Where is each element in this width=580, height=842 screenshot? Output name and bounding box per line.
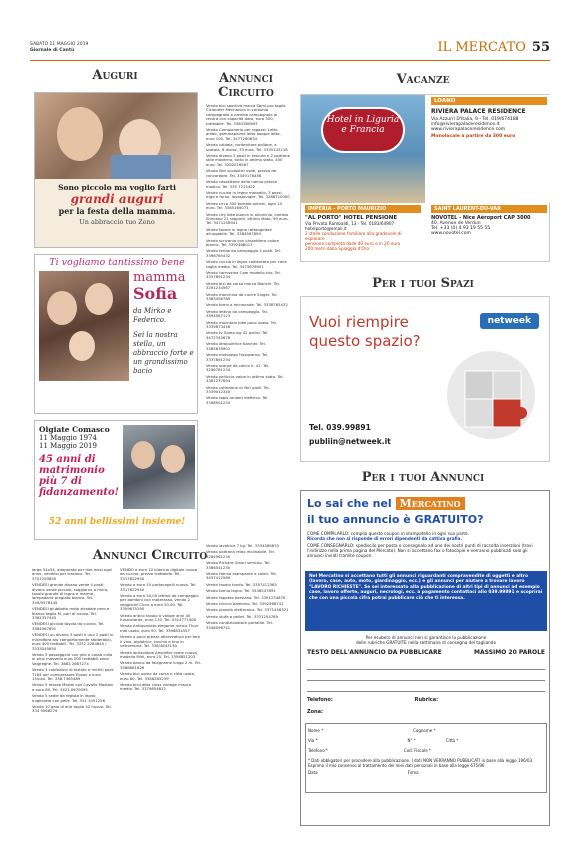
issue-date: SABATO 11 MAGGIO 2019 [30, 42, 89, 47]
telefono-label: Telefono: [307, 697, 333, 703]
coupon-instr1: COME COMPILARLO: compila questo coupon in stampatello in ogni sua parte. [307, 531, 469, 536]
section-title-annunci: Per i tuoi Annunci [361, 470, 485, 485]
mamma-line3: per la festa della mamma. [58, 206, 176, 216]
listing-item: Vendo condizionatore portatile. Tel. 3346598741 [206, 620, 273, 630]
listing-item: Vendo triciclo bambino. Tel. 3392588741 [206, 601, 284, 607]
listing-item: Vendo a euro 10 portacapelli nuova. Tel. 3317822940 [120, 582, 197, 592]
husband-face [131, 441, 155, 469]
listing-item: Vendo scarpe da calcio n. 42. Tel. 3296781234 [206, 362, 270, 373]
listing-item: Vendo pianola elettronica. Tel. 3371456321 [206, 607, 289, 613]
numero-label: N° * [407, 738, 416, 743]
listing-item: Vendo 5 sedie da regista in legno, migliorate con pelle. Tel. 331 3451256 [32, 693, 105, 703]
listing-item: Vendo tappeto persiano. Tel. 3391234876 [206, 594, 286, 600]
netweek-headline: Vuoi riempire questo spazio? [309, 313, 421, 350]
firma-label: Firma [407, 770, 419, 775]
netweek-email: publiin@netweek.it [309, 437, 391, 446]
coupon-form [300, 490, 550, 826]
loano-title: LOANO [431, 97, 547, 105]
listings-middle [206, 104, 290, 544]
listings-bottom-left [32, 568, 114, 824]
listing-item: Vendo bici sportiva marca Semi-pro taglia Cicloutfer Mecnanico in carbonio campagnolo e cambio campagnolo al record con capacità dato, euro 350, trattabile. Tel. 3383360693 [206, 104, 286, 126]
mamma-line1: Sono piccolo ma voglio farti [58, 183, 176, 192]
anniv-date2: 11 Maggio 2019 [39, 442, 97, 450]
couple-photo [123, 425, 195, 509]
imperia-hotel: "AL PORTO" HOTEL PENSIONE [305, 215, 398, 221]
sofia-photo [39, 271, 129, 381]
listing-item: Vendo circa 300 tomate antichi, ogni 10 euro. Tel. 3385165071 [206, 200, 283, 211]
listing-item: Vendo Hanna stampante a colori. Tel. 3457412589 [206, 571, 277, 581]
coupon-instructions [307, 531, 545, 558]
via-label: Via * [308, 738, 318, 743]
listing-item: Vendo Campionario per ragazzi. Letto ambo, gommapiuma letto doppio letto, euro 100. Tel. 3477260634 [206, 127, 281, 141]
listing-item: Vendo tornio legno. Tel. 3336547891 [206, 588, 276, 594]
listing-item: Vendo caldaia, contenitore pallone, a scatola, 6 divise, 33 euro. Tel. 3335143218 [206, 142, 288, 152]
listing-item: Vendo a euro 20,00 lettino da campeggio per bambini con materasso, vendo 2 seggiolini Cicco a euro 20,00. Tel. 3309675290 [120, 593, 199, 612]
ad-mamma-sofia [34, 254, 198, 414]
anniv-place: Olgiate Comasco [39, 425, 110, 434]
listing-item: VENDESI piccola tavola da cucina. Tel. 3384567891 [32, 621, 105, 631]
data-label: Data [308, 770, 318, 775]
listing-item: Vendo lettino da campeggio. Tel. 3394567123 [206, 308, 268, 319]
sofia-name: Sofia [133, 284, 178, 303]
nice-hotel: NOVOTEL - Nice Aéroport CAP 3000 [431, 215, 531, 221]
nice-tel: Tel. +33 (0) 4 93 19 55 55 [431, 226, 491, 231]
listing-item: Vendo bicicletta cross vintage misura media. Tel. 3379854632 [120, 681, 192, 692]
sofia-from: da Mirko e Federico. [133, 307, 172, 324]
mamma-signature: Un abbraccio tuo Zeno [79, 218, 155, 226]
cf-label: Cod. Fiscale * [403, 748, 431, 753]
coupon-title1a: Lo sai che nel [307, 497, 392, 510]
coupon-instr2: Ricorda che non si risponde di errori dipendenti da cattiva grafia. [307, 536, 463, 541]
listing-item: Vendo a poco prezzo attrezzatura per fare il vino, pigiatrice, torchio e tino in vetroresina. Tel. 338/4843139 [120, 634, 201, 649]
listing-item: Vendo Antiquariato elegante marca Thun mai usato, euro 50. Tel. 3396834557 [120, 623, 199, 633]
listing-item: Vendo banco da falegname lungo 2 m. Tel. 3386881826 [120, 660, 201, 670]
listing-item: Vendo carrozzina Cam modello trio. Tel. 3357891234 [206, 270, 282, 280]
disclaimer2: delle rubriche GRATUITE nella settimana di consegna del tagliando [355, 640, 497, 645]
listing-item: Vendo tapis roulant elettrico. Tel. 3398901234 [206, 395, 269, 405]
listing-item: Vendo 3 passeggino con giro e cassa culla in pino massello euro 500 trattabili zona Valgreghe. Tel. 3882 2687274 [32, 651, 113, 666]
telefono2-label: Telefono * [308, 748, 328, 753]
section-title-annunci-circuito: Annunci Circuito [218, 71, 274, 100]
listing-item: Vendo bici da corsa marca Bianchi. Tel. 3291234567 [206, 280, 280, 291]
listing-item: Vendo cassettone della nonna prezzo modico. Tel. 335 7215422 [206, 179, 277, 189]
listing-item: Vendo idropulitrice Karcher. Tel. 3385678901 [206, 341, 266, 351]
listing-item: Vendo pelliccia volpe in ottimo stato. Tel. 3381237894 [206, 373, 284, 384]
section-brand [437, 40, 550, 55]
ad-vacanze [300, 94, 550, 262]
anniv-message1: 45 anni di matrimonio più 7 di fidanzamento! [39, 454, 120, 498]
listing-item: Vendo 10 gaia di aria taglia 42 nuovo. Tel. 334 9568279 [32, 703, 112, 714]
listing-item: Vendo lavatrice 7 kg. Tel. 3334569870 [206, 544, 279, 548]
hotel-logo: Hotel in Liguria e Francia [321, 107, 405, 153]
listing-item: Vendo tenda da campeggio 4 posti. Tel. 3398765432 [206, 248, 281, 258]
nice-web: www.novotel.com [431, 231, 471, 236]
listing-item: VENDESI grande divano verde 4 posti, divano verde piccolo, soggiorno a muro, tavolo grande di legno e marmo, lampadario pregiato bianco. Tel. 349/9578445 [32, 582, 109, 605]
listing-item: Vendo stufa a pellet. Tel. 3331254789 [206, 613, 278, 619]
imperia-note3: 200 metri dalla Spiaggia d'Oro [305, 246, 370, 251]
coupon-disclaimer [307, 635, 545, 645]
listing-item: VENDO a euro 10 bilancia digitale nuova da cucina, prezzo trattabile. Tel. 3317822940 [120, 568, 198, 581]
listing-item: Vendo mountain bike poco usata. Tel. 3339873456 [206, 319, 277, 330]
ad-anniversary [34, 420, 198, 540]
listing-item: Vendo apriscatole Ampiifier come nuovo, modello Mini, euro 25. Tel. 3356851203 [120, 649, 199, 659]
imperia-title: IMPERIA - PORTO MAURIZIO [305, 205, 421, 213]
listing-item: Vendo Richard Ginori servizio. Tel. 3386541230 [206, 560, 271, 570]
section-title-annunci-circuito-2: Annunci Circuito [92, 548, 208, 563]
listing-item: Vendo poltrona relax reclinabile. Tel. 3284561230 [206, 549, 275, 559]
mercatino-logo: Mercatino [396, 497, 465, 510]
sofia-mamma: mamma [133, 270, 186, 285]
son2-face [69, 331, 95, 361]
listing-item: Vendo divano 3 posti in tessuto e 2 poltrone stile moderno, tutto in ottimo stato, 400 euro. Tel. 3282016567 [206, 153, 290, 167]
listing-item: VENDESI giubbotto moto stradale nero e bianco taglia M, pari al nuovo. Tel. 3381357445 [32, 606, 110, 621]
page-number: 55 [531, 40, 550, 55]
listing-item: Vendo tv Samsung 42 pollici. Tel. 3472345678 [206, 330, 269, 340]
listing-item: Vendo city bike bianca in alluminio, cambio Shimano 21 rapporti, ottimo stato, 90 euro. Tel. 3471258941 [206, 211, 289, 226]
coupon-instr3: COME CONSEGNARLO: spediscilo per posta o consegnalo ad uno dei nostri punti di raccolta inserzioni (trovi l'indirizzo nella prima pagina del Mercato). Non si accettano fax o fotocopie e verranno pubblicati solo gli annunci inviati tramite coupon. [307, 543, 533, 558]
anniv-date1: 11 Maggio 1974 [39, 434, 97, 442]
section-title-auguri: Auguri [92, 68, 138, 83]
son-face [85, 283, 113, 315]
coupon-notice: Nel Mercatino si accettano tutti gli annunci riguardanti compravendite di oggetti e altro (lavoro, case, auto, moto, giardinaggio, ecc.) e gli annunci per aiutare a trovare lavoro "LAVORO RICHIESTE". Se sei interessato alla pubblicazione di altri tipi di annunci ad esempio case, lavoro offerte, auguri, necrologi, ecc. a pagamento contattaci allo 039.99891 e scoprirai che con una piccola cifra potrai pubblicare ciò che ti interessa. [305, 571, 547, 631]
sofia-message: Sei la nostra stella, un abbraccio forte e un grandissimo bacio [133, 331, 194, 375]
listing-item: VENDESI un divano 3 posti e uno 2 posti in microfibra blu completamente sfoderabili, euro 400 trattabili. Tel. 3332 2284840 / 3333045650 [32, 632, 114, 651]
mother-face [57, 107, 103, 161]
listing-item: Vendo macchina da cucire Singer. Tel. 3383456789 [206, 291, 278, 302]
header-rule [30, 60, 550, 61]
listing-item: Vendo collezione di libri gialli. Tel. 3339012345 [206, 384, 270, 394]
cognome-label: Cognome * [413, 728, 436, 733]
brand-name: IL MERCATO [437, 40, 526, 55]
listings-middle-lower [206, 544, 290, 824]
wife-face [161, 445, 185, 473]
listing-item: Vendo antico tavolo a valigie anni 40 funzionante, euro 110. Tel. 0314771506 [120, 612, 196, 623]
netweek-logo: netweek [480, 313, 539, 329]
imperia-note2: pensione completa dalle 40 euro e in 20 euro [305, 241, 401, 246]
privacy1: * Dati obbligatori per procedere alla pubblicazione. I dati NON VERRANNO PUBBLICATI in base alla legge 196/03. [308, 758, 534, 763]
testo-label: TESTO DELL'ANNUNCIO DA PUBBLICARE [307, 649, 442, 656]
loano-email: info@rivierapalaceresidence.it [431, 122, 500, 127]
listing-item: Vendo cucina in legno massello, 3 pezzi, frigo e forno, lavastoviglie. Tel. 3288710000 [206, 189, 290, 200]
section-title-spazi: Per i tuoi Spazi [372, 276, 474, 291]
nice-title: SAINT LAURENT-DU-VAR [431, 205, 547, 213]
section-title-vacanze: Vacanze [396, 72, 450, 87]
rubrica-label: Rubrica: [414, 697, 439, 703]
listings-bottom-mid [120, 568, 202, 824]
zona-label: Zona: [307, 709, 323, 715]
citta-label: Città * [445, 738, 459, 743]
coupon-title1 [307, 497, 465, 510]
loano-web: www.rivierapalaceresidence.com [431, 127, 506, 132]
imperia-note: 2 stelle conduzione familiare alla gradevole di esplorare [305, 231, 402, 241]
netweek-tel: Tel. 039.99891 [309, 423, 371, 432]
privacy2: Esprimo il mio consenso al trattamento dei miei dati personali in base alla legge 675/96 [308, 763, 485, 768]
child-clothes [111, 155, 171, 179]
family-photo [35, 93, 198, 179]
ad-mamma-zeno [34, 92, 198, 248]
vacanze-photo [301, 95, 425, 203]
listing-item: Vendo cuccia in legno coibentata per cane taglia media. Tel. 3475678901 [206, 259, 287, 269]
puzzle-icon [431, 343, 541, 439]
newspaper-name: Giornale di Cantù [30, 48, 75, 54]
loano-address: Via Azzurri D'Italia, 9 - Tel. 019/674188 [431, 117, 519, 122]
listing-item: Vendo 5 mazze Martel con Cavallo Mastoni a euro 80. Tel. 3421 0670095 [32, 682, 114, 692]
anniv-message2: 52 anni bellissimi insieme! [48, 517, 186, 527]
imperia-email: hotelporto@email.it [305, 226, 347, 231]
listing-item: Vendo tavolo in legno rettangolare allungabile. Tel. 3384567890 [206, 226, 272, 237]
listing-item: Vendo 3 confezioni di tartufo e mirtilli pack T184 per compressore Epson a euro 15/cad. Tel. 338.7365489 [32, 667, 114, 681]
testo-lines[interactable] [307, 659, 545, 692]
listing-item: Vendo motosega Husqvarna. Tel. 3337891234 [206, 352, 269, 362]
imperia-address: Via Privata Rambaldi, 13 - Tel. 0183/64907 [305, 221, 395, 226]
loano-hotel: RIVIERA PALACE RESIDENCE [431, 108, 526, 115]
mamma-line2: grandi auguri [70, 192, 164, 206]
listing-item: Vendo bici uomo da corsa e città usata, euro 80. Tel. 3388285239 [120, 671, 196, 681]
listing-item: Vendo forno a microonde. Tel. 3338765432 [206, 302, 288, 308]
coupon-title2: il tuo annuncio è GRATUITO? [307, 513, 484, 526]
nice-address: 40, Avenue de Verdun [431, 221, 481, 226]
listing-item: Vendo scrivania con cassettiera colore bianco. Tel. 3392468013 [206, 237, 280, 247]
max-label: MASSIMO 20 PAROLE [474, 649, 545, 656]
sofia-banner: Ti vogliamo tantissimo bene [49, 257, 185, 268]
listing-item: largo 54x54, adoperato per due mesi ogni anno, vendesi per trasloco. Tel. 3701250850 [32, 568, 113, 581]
sofia-face [47, 291, 77, 325]
ad-netweek [300, 296, 550, 462]
nome-label: Nome * [308, 728, 324, 733]
disclaimer1: Per esubero di annunci non si garantisce la pubblicazione [365, 635, 487, 640]
listing-item: Vendo libri scolastici usati, prezzo da concordare. Tel. 3349178456 [206, 168, 277, 178]
listing-item: Vendo tavolo tondo. Tel. 3357412365 [206, 581, 277, 587]
loano-note: Monolocale a partire da 300 euro [431, 134, 516, 139]
